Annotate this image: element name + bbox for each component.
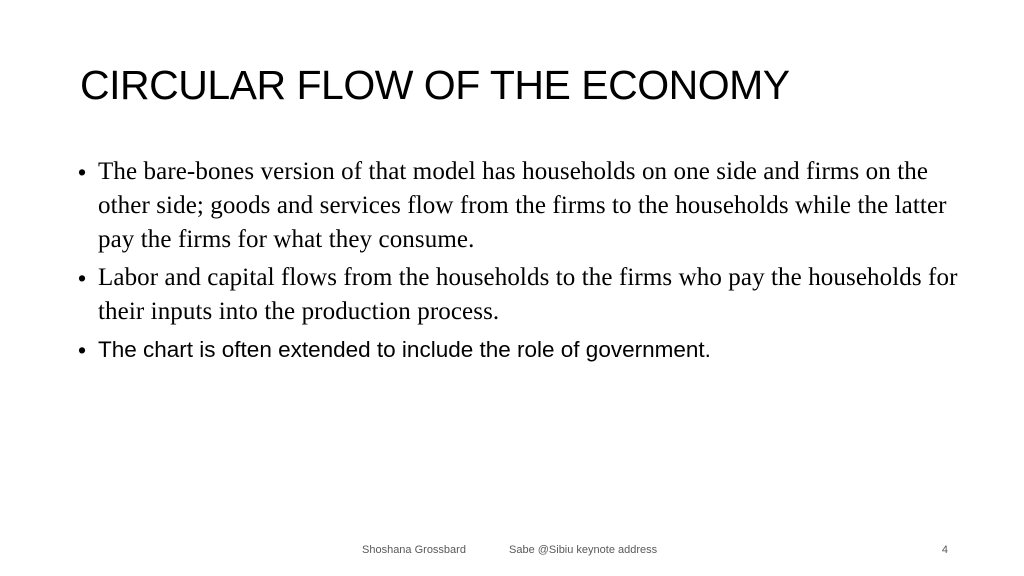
- footer-author: Shoshana Grossbard: [362, 544, 466, 556]
- bullet-icon: •: [78, 265, 87, 291]
- bullet-text: Labor and capital flows from the households to the firms who pay the households for their inputs into the production process.: [98, 264, 958, 325]
- bullet-icon: •: [78, 337, 87, 363]
- footer-event: Sabe @Sibiu keynote address: [509, 544, 658, 556]
- bullet-text: The chart is often extended to include the role of government.: [98, 337, 711, 362]
- slide-title: CIRCULAR FLOW OF THE ECONOMY: [80, 62, 790, 108]
- bullet-list: [78, 155, 958, 371]
- bullet-item: [78, 261, 958, 329]
- bullet-item: [78, 155, 958, 257]
- bullet-item: [78, 333, 958, 367]
- bullet-icon: •: [78, 159, 87, 185]
- bullet-text: The bare-bones version of that model has households on one side and firms on the other side; goods and services flow from the firms to the households while the latter pay the firms for what they consume.: [98, 158, 947, 253]
- slide-number: 4: [941, 544, 948, 556]
